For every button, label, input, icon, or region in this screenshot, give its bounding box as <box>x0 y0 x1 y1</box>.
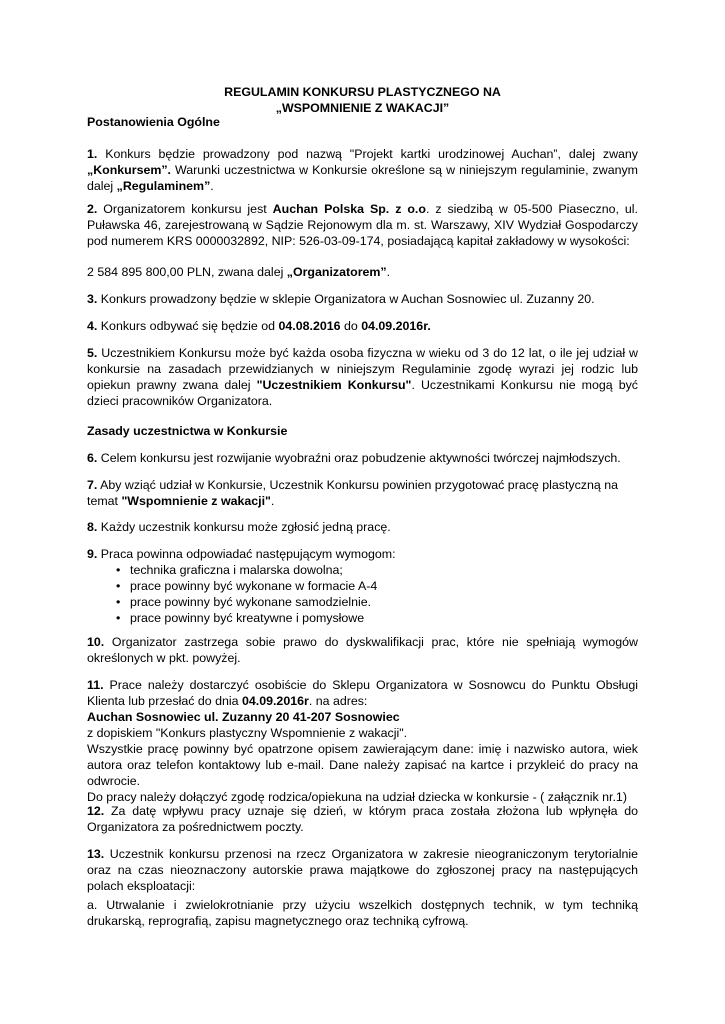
paragraph-number: 2. <box>87 202 98 216</box>
list-item: • prace powinny być wykonane w formacie A-4 <box>116 579 378 593</box>
list-item: • prace powinny być kreatywne i pomysłowe <box>116 611 365 625</box>
paragraph-6: 6. Celem konkursu jest rozwijanie wyobraźni oraz pobudzenie aktywności twórczej najmłodszych. <box>87 451 621 465</box>
paragraph-7: 7. Aby wziąć udział w Konkursie, Uczestnik Konkursu powinien przygotować pracę plastyczną na temat "Wspomnienie z wakacji". <box>87 478 619 508</box>
paragraph-number: 1. <box>87 147 98 161</box>
list-item: • prace powinny być wykonane samodzielnie. <box>116 595 372 609</box>
paragraph-number: 8. <box>87 520 98 534</box>
title-line-2: „WSPOMNIENIE Z WAKACJI” <box>275 101 450 115</box>
list-item: • technika graficzna i malarska dowolna; <box>116 563 343 577</box>
paragraph-number: 12. <box>87 804 105 818</box>
paragraph-number: 4. <box>87 319 98 333</box>
bullet-icon: • <box>116 611 121 625</box>
paragraph-1: 1. Konkurs będzie prowadzony pod nazwą "Projekt kartki urodzinowej Auchan”, dalej zwany „Konkursem”. Warunki uczestnictwa w Konkursie określone są w niniejszym regulaminie, zwanym dalej „Regulaminem”. <box>87 147 638 193</box>
paragraph-number: 7. <box>87 478 98 492</box>
paragraph-number: 10. <box>87 635 105 649</box>
section-heading-general: Postanowienia Ogólne <box>87 115 220 129</box>
paragraph-10: 10. Organizator zastrzega sobie prawo do dyskwalifikacji prac, które nie spełniają wymogów określonych w pkt. powyżej. <box>87 635 638 665</box>
paragraph-2: 2. Organizatorem konkursu jest Auchan Polska Sp. z o.o. z siedzibą w 05-500 Piaseczno, ul. Puławska 46, zarejestrowaną w Sądzie Rejonowym dla m. st. Warszawy, XIV Wydział Gospodarczy pod numerem KRS 0000032892, NIP: 526-03-09-174, posiadającą kapitał zakładowy w wysokości: <box>87 202 638 248</box>
paragraph-number: 6. <box>87 451 98 465</box>
paragraph-number: 13. <box>87 847 105 861</box>
paragraph-5: 5. Uczestnikiem Konkursu może być każda osoba fizyczna w wieku od 3 do 12 lat, o ile jej udział w konkursie na zasadach przewidzianych w niniejszym Regulaminie zgodę wyrazi jej rodzic lub opiekun prawny zwana dalej "Uczestnikiem Konkursu". Uczestnikami Konkursu nie mogą być dzieci pracowników Organizatora. <box>87 346 639 408</box>
title-line-1: REGULAMIN KONKURSU PLASTYCZNEGO NA <box>224 85 501 99</box>
bullet-icon: • <box>116 579 121 593</box>
paragraph-3: 3. Konkurs prowadzony będzie w sklepie Organizatora w Auchan Sosnowiec ul. Zuzanny 20. <box>87 292 595 306</box>
paragraph-8: 8. Każdy uczestnik konkursu może zgłosić jedną pracę. <box>87 520 391 534</box>
paragraph-13-item-a: a. Utrwalanie i zwielokrotnianie przy użyciu wszelkich dostępnych technik, w tym techniką drukarską, reprografią, zapisu magnetycznego oraz techniką cyfrową. <box>87 898 638 928</box>
requirements-list <box>116 562 636 626</box>
bullet-icon: • <box>116 563 121 577</box>
paragraph-11-note: z dopiskiem "Konkurs plastyczny Wspomnienie z wakacji". <box>87 726 408 740</box>
section-heading-rules: Zasady uczestnictwa w Konkursie <box>87 424 288 438</box>
paragraph-2-capital: 2 584 895 800,00 PLN, zwana dalej „Organizatorem”. <box>87 265 391 279</box>
paragraph-11-consent: Do pracy należy dołączyć zgodę rodzica/opiekuna na udział dziecka w konkursie - ( załącznik nr.1) <box>87 790 627 804</box>
paragraph-number: 5. <box>87 346 98 360</box>
paragraph-11: 11. Prace należy dostarczyć osobiście do Sklepu Organizatora w Sosnowcu do Punktu Obsługi Klienta lub przesłać do dnia 04.09.2016r. na adres: <box>87 678 638 708</box>
bullet-icon: • <box>116 595 121 609</box>
paragraph-number: 3. <box>87 292 98 306</box>
paragraph-11-description: Wszystkie pracę powinny być opatrzone opisem zawierającym dane: imię i nazwisko autora, wiek autora oraz telefon kontaktowy lub e-mail. Dane należy zapisać na kartce i przykleić do pracy na odwrocie. <box>87 742 638 788</box>
paragraph-number: 11. <box>87 678 104 692</box>
paragraph-9: 9. Praca powinna odpowiadać następującym wymogom: <box>87 547 396 561</box>
paragraph-13: 13. Uczestnik konkursu przenosi na rzecz Organizatora w zakresie nieograniczonym terytorialnie oraz na czas nieoznaczony autorskie prawa majątkowe do zgłoszonej pracy na następujących polach eksploatacji: <box>87 847 638 893</box>
delivery-address: Auchan Sosnowiec ul. Zuzanny 20 41-207 Sosnowiec <box>87 710 400 724</box>
paragraph-number: 9. <box>87 547 98 561</box>
paragraph-4: 4. Konkurs odbywać się będzie od 04.08.2016 do 04.09.2016r. <box>87 319 431 333</box>
paragraph-12: 12. Za datę wpływu pracy uznaje się dzień, w którym praca została złożona lub wpłynęła do Organizatora za pośrednictwem poczty. <box>87 804 638 834</box>
